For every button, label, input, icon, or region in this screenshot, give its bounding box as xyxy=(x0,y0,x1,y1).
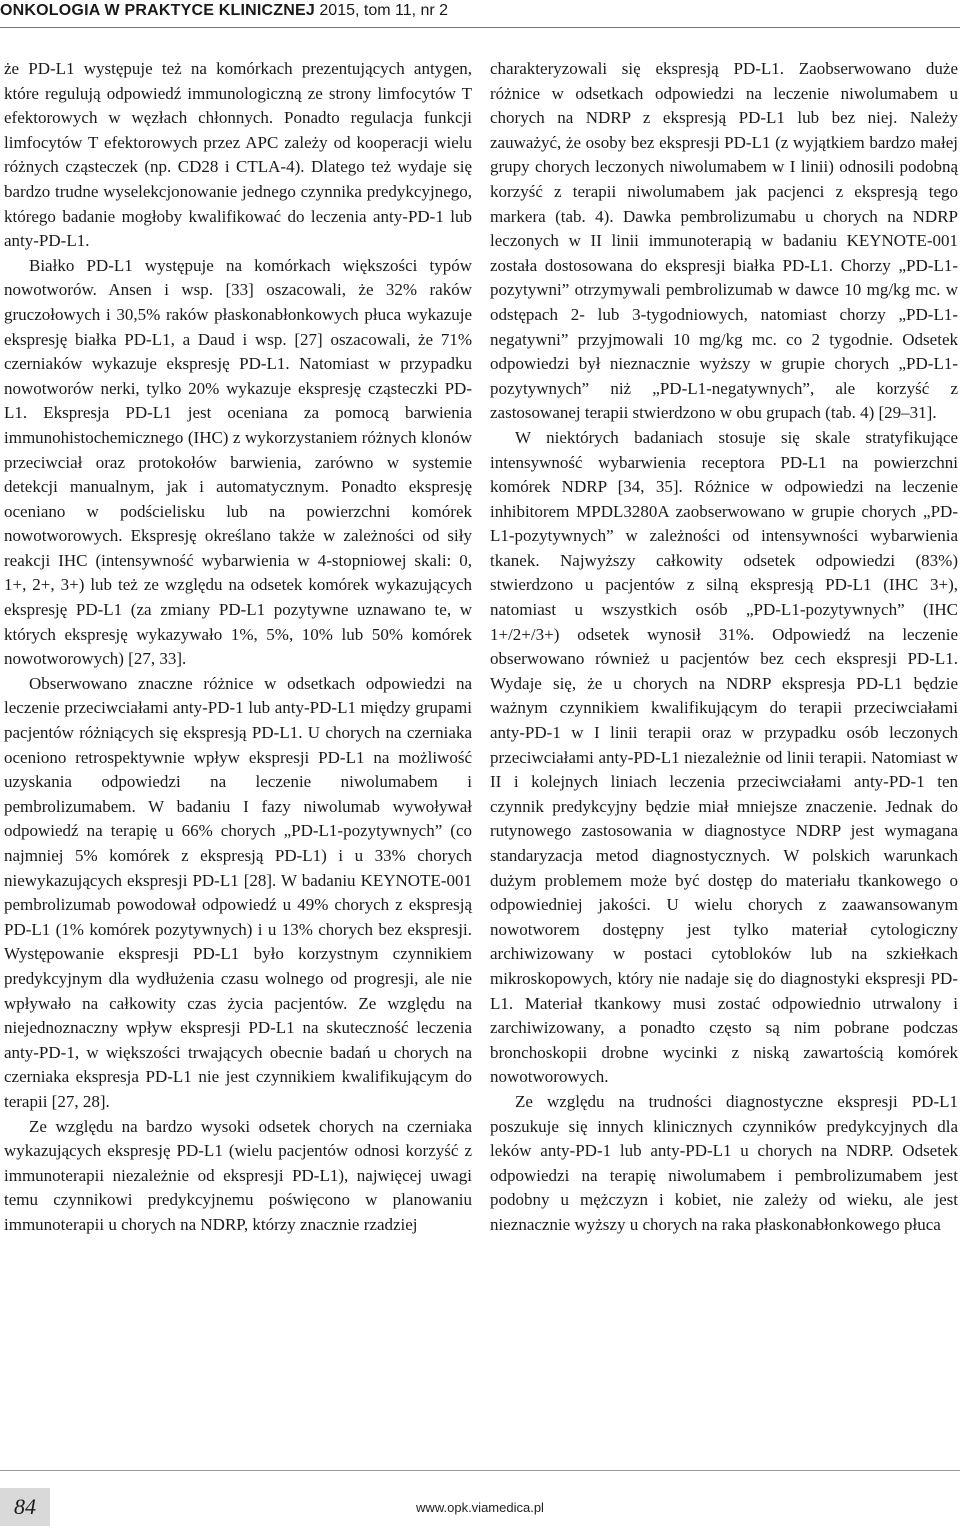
journal-url: www.opk.viamedica.pl xyxy=(416,1500,544,1515)
header-rule xyxy=(0,27,960,28)
footer-rule xyxy=(0,1470,960,1471)
page-number: 84 xyxy=(0,1488,50,1526)
left-column xyxy=(4,57,472,1238)
running-header xyxy=(0,0,448,30)
paragraph: Ze względu na trudności diagnostyczne ekspresji PD-L1 poszukuje się innych klinicznych czynników predykcyjnych dla leków anty-PD-1 lub anty-PD-L1 u chorych na NDRP. Odsetek odpowiedzi na terapię niwolumabem i pembrolizumabem jest podobny u mężczyzn i kobiet, nie zależy od wieku, ale jest nieznacznie wyższy u chorych na raka płaskonabłonkowego płuca xyxy=(490,1091,958,1234)
paragraph: Białko PD-L1 występuje na komórkach większości typów nowotworów. Ansen i wsp. [33] oszacowali, że 32% raków gruczołowych i 30,5% raków płaskonabłonkowych płuca wykazuje ekspresję białka PD-L1, a Daud i wsp. [27] oszacowali, że 71% czerniaków wykazuje ekspresję PD-L1. Natomiast w przypadku nowotworów nerki, tylko 20% wykazuje ekspresję cząsteczki PD-L1. Ekspresja PD-L1 jest oceniana za pomocą barwienia immunohistochemicznego (IHC) z wykorzystaniem różnych klonów przeciwciał oraz protokołów barwienia, zarówno w systemie detekcji manualnym, jak i automatycznym. Ponadto ekspresję oceniano w podścielisku lub na powierzchni komórek nowotworowych. Ekspresję określano także w zależności od siły reakcji IHC (intensywność wybarwienia w 4-stopniowej skali: 0, 1+, 2+, 3+) lub też ze względu na odsetek komórek wykazujących ekspresję PD-L1 (za zmiany PD-L1 pozytywne uznawano te, w których ekspresję wykazywało 1%, 5%, 10% lub 50% komórek nowotworowych) [27, 33]. xyxy=(4,255,472,669)
paragraph: Obserwowano znaczne różnice w odsetkach odpowiedzi na leczenie przeciwciałami anty-PD-1 lub anty-PD-L1 między grupami pacjentów różniących się ekspresją PD-L1. U chorych na czerniaka oceniono retrospektywnie wpływ ekspresji PD-L1 na możliwość uzyskania odpowiedzi na leczenie niwolumabem i pembrolizumabem. W badaniu I fazy niwolumab wywoływał odpowiedź na terapię u 66% chorych „PD-L1-pozytywnych” (co najmniej 5% komórek z ekspresją PD-L1) i u 33% chorych niewykazujących ekspresji PD-L1 [28]. W badaniu KEYNOTE-001 pembrolizumab powodował odpowiedź u 49% chorych z ekspresją PD-L1 (1% komórek pozytywnych) i u 13% chorych bez ekspresji. Występowanie ekspresji PD-L1 było korzystnym czynnikiem predykcyjnym dla wydłużenia czasu wolnego od progresji, ale nie wpływało na całkowity czas życia pacjentów. Ze względu na niejednoznaczny wpływ ekspresji PD-L1 na skuteczność leczenia anty-PD-1, w większości trwających obecnie badań u chorych na czerniaka ekspresja PD-L1 nie jest czynnikiem kwalifikującym do terapii [27, 28]. xyxy=(4,673,472,1111)
paragraph: charakteryzowali się ekspresją PD-L1. Zaobserwowano duże różnice w odsetkach odpowiedzi na leczenie niwolumabem u chorych na NDRP z ekspresją PD-L1 lub bez niej. Należy zauważyć, że osoby bez ekspresji PD-L1 (z wyjątkiem bardzo małej grupy chorych leczonych niwolumabem w I linii) odnosili podobną korzyść z terapii niwolumabem jak pacjenci z ekspresją tego markera (tab. 4). Dawka pembrolizumabu u chorych na NDRP leczonych w II linii immunoterapią w badaniu KEYNOTE-001 została dostosowana do ekspresji białka PD-L1. Chorzy „PD-L1-pozytywni” otrzymywali pembrolizumab w dawce 10 mg/kg mc. w odstępach 2- lub 3-tygodniowych, natomiast chorzy „PD-L1-negatywni” przyjmowali 10 mg/kg mc. co 2 tygodnie. Odsetek odpowiedzi był nieznacznie wyższy w grupie chorych „PD-L1-pozytywnych” niż „PD-L1-negatywnych”, ale korzyść z zastosowanej terapii stwierdzono w obu grupach (tab. 4) [29–31]. xyxy=(490,59,958,423)
journal-title: ONKOLOGIA W PRAKTYCE KLINICZNEJ xyxy=(0,2,315,19)
paragraph: Ze względu na bardzo wysoki odsetek chorych na czerniaka wykazujących ekspresję PD-L1 (wielu pacjentów odnosi korzyść z immunoterapii niezależnie od ekspresji PD-L1), najwięcej uwagi temu czynnikowi predykcyjnemu poświęcono w planowaniu immunoterapii u chorych na NDRP, którzy znacznie rzadziej xyxy=(4,1116,472,1234)
paragraph: że PD-L1 występuje też na komórkach prezentujących antygen, które regulują odpowiedź immunologiczną ze strony limfocytów T efektorowych w węzłach chłonnych. Ponadto regulacja funkcji limfocytów T efektorowych przez APC zależy od kooperacji wielu różnych cząsteczek (np. CD28 i CTLA-4). Dlatego też wydaje się bardzo trudne wyselekcjonowanie jednego czynnika predykcyjnego, którego badanie mogłoby kwalifikować do leczenia anty-PD-1 lub anty-PD-L1. xyxy=(4,59,472,251)
right-column xyxy=(490,57,958,1238)
paragraph: W niektórych badaniach stosuje się skale stratyfikujące intensywność wybarwienia receptora PD-L1 na powierzchni komórek NDRP [34, 35]. Różnice w odpowiedzi na leczenie inhibitorem MPDL3280A zaobserwowano w grupie chorych „PD-L1-pozytywnych” w zależności od intensywności wybarwienia tkanek. Najwyższy całkowity odsetek odpowiedzi (83%) stwierdzono u pacjentów z silną ekspresją PD-L1 (IHC 3+), natomiast u wszystkich osób „PD-L1-pozytywnych” (IHC 1+/2+/3+) odsetek wynosił 31%. Odpowiedź na leczenie obserwowano również u pacjentów bez cech ekspresji PD-L1. Wydaje się, że u chorych na NDRP ekspresja PD-L1 będzie ważnym czynnikiem kwalifikującym do terapii przeciwciałami anty-PD-1 w I linii terapii oraz w przypadku osób leczonych przeciwciałami anty-PD-L1 niezależnie od linii terapii. Natomiast w II i kolejnych liniach leczenia przeciwciałami anty-PD-1 ten czynnik predykcyjny będzie miał mniejsze znaczenie. Jednak do rutynowego zastosowania w diagnostyce NDRP jest wymagana standaryzacja metod diagnostycznych. W polskich warunkach dużym problemem może być dostęp do materiału tkankowego o odpowiedniej jakości. U wielu chorych z zaawansowanym nowotworem dostępny jest tylko materiał cytologiczny archiwizowany w postaci cytobloków lub na szkiełkach mikroskopowych, który nie nadaje się do diagnostyki ekspresji PD-L1. Materiał tkankowy musi zostać odpowiednio utrwalony i zarchiwizowany, a ponadto często są nim pobrane podczas bronchoskopii drobne wycinki z niską zawartością komórek nowotworowych. xyxy=(490,427,958,1087)
journal-issue: 2015, tom 11, nr 2 xyxy=(314,2,449,19)
